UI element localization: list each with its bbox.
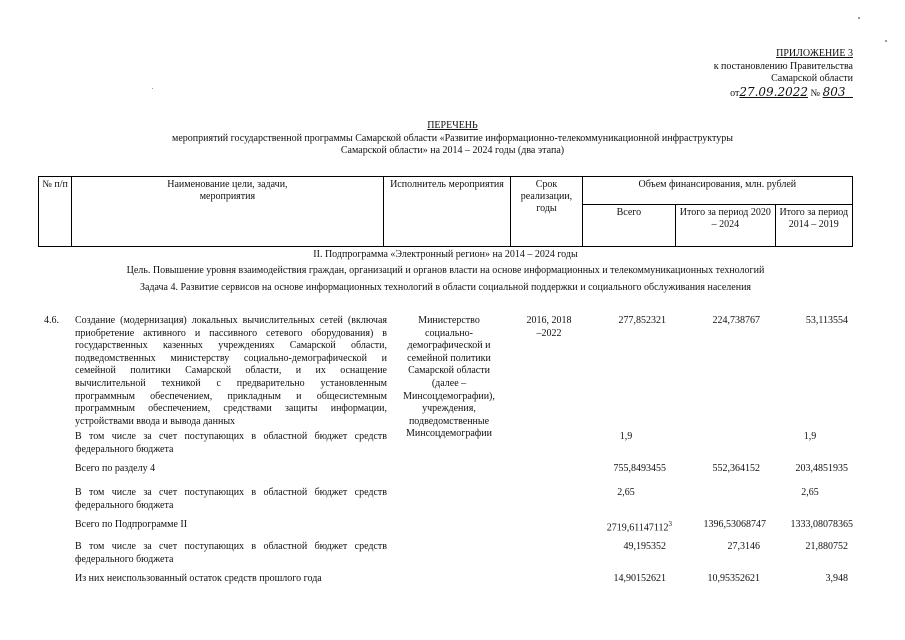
row-2-label: Всего по разделу 4 <box>75 463 156 474</box>
appendix-block <box>600 48 853 100</box>
row-4-period-2020: 1396,53068747 <box>703 519 766 530</box>
appendix-line-1: к постановлению Правительства <box>713 60 853 72</box>
row-3-total: 2,65 <box>617 487 635 498</box>
item-executor: Министерство социально-демографической и семейной политики Самарской области (далее – Минсоцдемографии), учреждения, подведомственные Минсоцдемографии <box>403 315 495 440</box>
item-period-2014: 53,113554 <box>805 315 848 326</box>
row-6-total: 14,90152621 <box>613 573 666 584</box>
row-6-label: Из них неиспользованный остаток средств прошлого года <box>75 573 322 584</box>
row-4-total: 2719,61147112$^3$ <box>606 520 672 534</box>
row-1-total: 1,9 <box>619 431 633 442</box>
scan-speck <box>152 88 153 89</box>
appendix-title: ПРИЛОЖЕНИЕ 3 <box>776 48 853 59</box>
appendix-date: 27.09.2022 <box>739 84 809 99</box>
row-6-period-2014: 3,948 <box>825 573 848 584</box>
goal-text: Цель. Повышение уровня взаимодействия граждан, организаций и органов власти на основе информационных и телекоммуникационных технологий <box>126 265 765 276</box>
row-1-label: В том числе за счет поступающих в областной бюджет средств федерального бюджета <box>75 431 387 455</box>
item-description: Создание (модернизация) локальных вычислительных сетей (включая приобретение активного и пассивного сетевого оборудования) в государственных казенных учреждениях Самарской области, подведомственных министерству социально-демографической и семейной политики Самарской области, и их оснащение вычислительной техникой с предварительно установленным программным обеспечением, прикладным и общесистемным программным обеспечением, средствами защиты информации, устройствами ввода и вывода данных <box>75 315 387 427</box>
row-2-total: 755,8493455 <box>613 463 666 474</box>
row-3-period-2014: 2,65 <box>801 487 819 498</box>
appendix-date-line <box>600 86 853 101</box>
header-total: Всего <box>582 205 675 247</box>
item-term: 2016, 2018 –2022 <box>526 315 572 339</box>
task-text: Задача 4. Развитие сервисов на основе информационных технологий в области социальной поддержки и социального обслуживания населения <box>139 282 752 293</box>
row-2-period-2020: 552,364152 <box>712 463 760 474</box>
header-name: Наименование цели, задачи, мероприятия <box>72 177 384 247</box>
header-period-2014: Итого за период 2014 – 2019 <box>775 205 852 247</box>
header-period-2020: Итого за период 2020 – 2024 <box>676 205 775 247</box>
scan-speck <box>858 17 860 19</box>
row-6-period-2020: 10,95352621 <box>707 573 760 584</box>
row-4-label: Всего по Подпрограмме II <box>75 519 188 530</box>
item-total: 277,852321 <box>618 315 666 326</box>
row-5-total: 49,195352 <box>623 541 666 552</box>
row-1-period-2014: 1,9 <box>803 431 817 442</box>
heading-line-2: Самарской области» на 2014 – 2024 годы (два этапа) <box>340 145 565 156</box>
item-number: 4.6. <box>44 315 59 326</box>
header-num: № п/п <box>39 177 72 247</box>
subprogram-title: II. Подпрограмма «Электронный регион» на 2014 – 2024 годы <box>313 249 578 260</box>
heading-line-1: мероприятий государственной программы Самарской области «Развитие информационно-телекоммуникационной инфраструктуры <box>172 132 733 144</box>
appendix-line-2: Самарской области <box>771 73 853 84</box>
date-prefix: от <box>730 87 740 99</box>
heading-title: ПЕРЕЧЕНЬ <box>427 120 478 131</box>
item-period-2020: 224,738767 <box>712 315 760 326</box>
table-header <box>38 176 853 247</box>
row-2-period-2014: 203,4851935 <box>795 463 848 474</box>
header-funding: Объем финансирования, млн. рублей <box>582 177 852 205</box>
header-term: Срок реализации, годы <box>511 177 582 247</box>
document-heading <box>0 120 905 158</box>
header-executor: Исполнитель мероприятия <box>383 177 511 247</box>
number-prefix: № <box>810 87 821 99</box>
scan-speck <box>885 40 887 42</box>
appendix-number: 803 <box>822 84 846 99</box>
row-4-period-2014: 1333,08078365 <box>790 519 853 530</box>
row-3-label: В том числе за счет поступающих в областной бюджет средств федерального бюджета <box>75 487 387 511</box>
row-5-period-2014: 21,880752 <box>805 541 848 552</box>
row-5-label: В том числе за счет поступающих в областной бюджет средств федерального бюджета <box>75 541 387 565</box>
row-5-period-2020: 27,3146 <box>727 541 760 552</box>
